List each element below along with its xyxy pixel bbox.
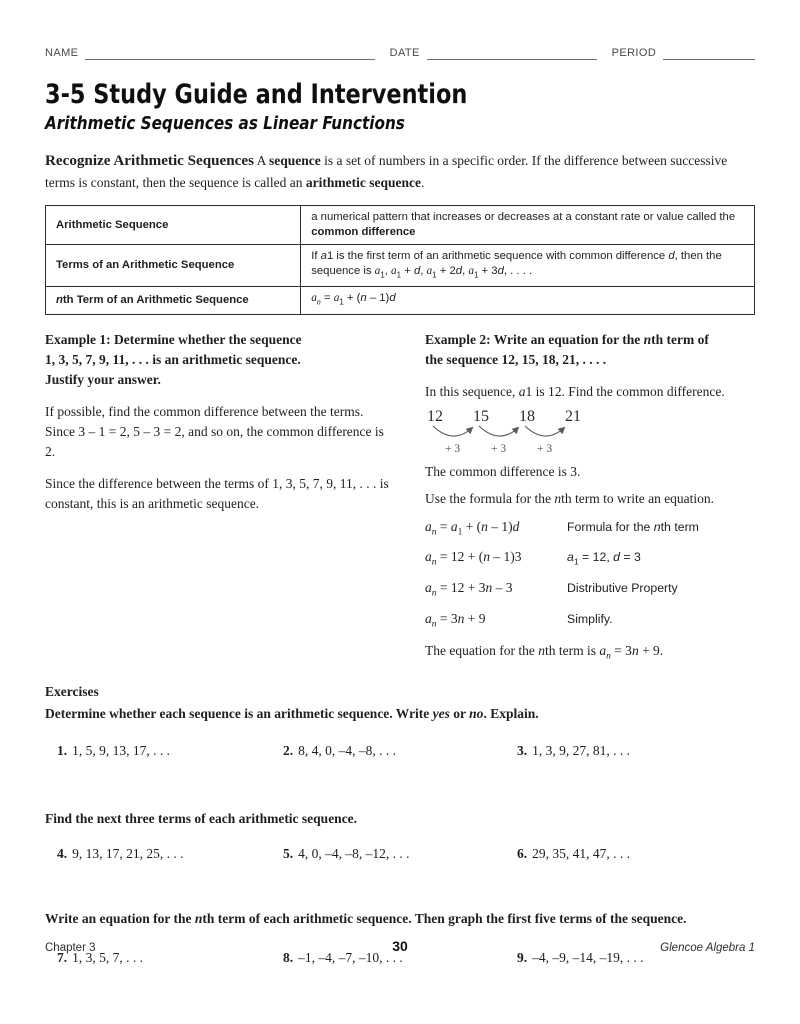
table-term-cell: Terms of an Arithmetic Sequence: [46, 245, 301, 287]
example2-heading: Example 2: Write an equation for the nth term of the sequence 12, 15, 18, 21, . . . .: [425, 331, 709, 367]
page-title: 3-5 Study Guide and Intervention: [45, 79, 468, 110]
exercise-instruction-1: Determine whether each sequence is an arithmetic sequence. Write yes or no. Explain.: [45, 705, 539, 721]
common-difference-diagram: [425, 407, 597, 455]
exercises-section: [45, 682, 755, 968]
example2-intro: In this sequence, a1 is 12. Find the common difference.: [425, 383, 725, 399]
exercise-instruction-2: Find the next three terms of each arithmetic sequence.: [45, 810, 358, 826]
exercise-number: 2.: [283, 742, 294, 758]
exercise-row-1: [45, 741, 755, 761]
equation-note: Formula for the nth term: [567, 519, 699, 534]
footer-book-title: Glencoe Algebra 1: [660, 942, 756, 954]
table-definition-cell: $a_n = a_1 + (n - 1)d$: [301, 287, 755, 314]
exercise-sequence: 1, 5, 9, 13, 17, . . .: [72, 742, 170, 758]
exercise-item-4: [57, 844, 283, 864]
exercise-sequence: 1, 3, 5, 7, . . .: [72, 949, 143, 965]
exercise-number: 7.: [57, 949, 68, 965]
example1-section: [45, 330, 390, 667]
exercise-number: 9.: [517, 949, 528, 965]
exercise-number: 4.: [57, 845, 68, 861]
diagram-step-label: + 3: [537, 442, 553, 455]
example1-heading: Example 1: Determine whether the sequence 1, 3, 5, 7, 9, 11, . . . is an arithmetic sequence. Justify your answer.: [45, 331, 302, 387]
equation-note: Simplify.: [567, 611, 613, 626]
example2-section: [425, 330, 755, 667]
exercise-number: 8.: [283, 949, 294, 965]
diagram-term: 12: [427, 407, 443, 425]
table-row: [46, 245, 755, 287]
intro-paragraph: Recognize Arithmetic Sequences A sequence is a set of numbers in a specific order. If the difference between successive terms is constant, then the sequence is called an arithmetic sequence.: [45, 153, 728, 190]
table-definition-cell: If a1 is the first term of an arithmetic sequence with common difference d, then the sequence is $a_1$, $a_1 + d$, $a_1 + 2d$, $a_1 + 3d$, . . . .: [301, 245, 755, 287]
equation-line: $a_n = 12 + (n - 1)3$: [425, 549, 522, 568]
table-row: [46, 206, 755, 245]
exercise-sequence: 8, 4, 0, –4, –8, . . .: [298, 742, 396, 758]
example1-paragraph-1: If possible, find the common difference between the terms. Since 3 – 1 = 2, 5 – 3 = 2, and so on, the common difference is 2.: [45, 403, 384, 459]
exercise-item-6: [517, 844, 755, 864]
fill-in-header: [45, 0, 755, 60]
exercise-sequence: 1, 3, 9, 27, 81, . . .: [532, 742, 630, 758]
name-label: NAME: [45, 47, 79, 59]
footer-chapter: Chapter 3: [45, 942, 96, 954]
exercise-sequence: 29, 35, 41, 47, . . .: [532, 845, 630, 861]
arc-arrow: [525, 426, 564, 436]
table-row: [46, 287, 755, 314]
equation-line: $a_n = a_1 + (n - 1)d$: [425, 518, 520, 538]
equation-line: $a_n = 12 + 3n - 3$: [425, 579, 513, 599]
common-difference-statement: The common difference is 3.: [425, 463, 581, 479]
exercise-sequence: –1, –4, –7, –10, . . .: [298, 949, 403, 965]
exercise-number: 3.: [517, 742, 528, 758]
date-label: DATE: [389, 47, 420, 59]
exercise-sequence: 4, 0, –4, –8, –12, . . .: [298, 845, 410, 861]
equation-note: $a_1 = 12$, d = 3: [567, 550, 641, 567]
diagram-step-label: + 3: [445, 442, 461, 455]
date-blank-line: [427, 47, 597, 60]
table-term-cell: nth Term of an Arithmetic Sequence: [46, 287, 301, 314]
page-subtitle: Arithmetic Sequences as Linear Functions: [45, 114, 405, 134]
table-definition-cell: a numerical pattern that increases or decreases at a constant rate or value called the common difference: [301, 206, 755, 245]
equation-steps: [425, 517, 755, 635]
example2-conclusion: The equation for the nth term is $a_n = 3n + 9$.: [425, 643, 664, 662]
arc-arrow: [433, 426, 472, 436]
exercise-sequence: 9, 13, 17, 21, 25, . . .: [72, 845, 184, 861]
page-footer: [45, 938, 755, 954]
diagram-term: 21: [565, 407, 581, 425]
name-blank-line: [85, 47, 374, 60]
equation-line: $a_n = 3n + 9$: [425, 610, 486, 630]
formula-instruction: Use the formula for the nth term to write an equation.: [425, 490, 715, 506]
period-label: PERIOD: [611, 47, 657, 59]
footer-page-number: 30: [392, 938, 408, 954]
example1-paragraph-2: Since the difference between the terms of 1, 3, 5, 7, 9, 11, . . . is constant, this is an arithmetic sequence.: [45, 475, 389, 511]
exercise-row-2: [45, 844, 755, 864]
diagram-step-label: + 3: [491, 442, 507, 455]
exercise-item-5: [283, 844, 517, 864]
exercise-instruction-3: Write an equation for the nth term of each arithmetic sequence. Then graph the first five terms of the sequence.: [45, 910, 687, 926]
table-term-cell: Arithmetic Sequence: [46, 206, 301, 245]
exercise-sequence: –4, –9, –14, –19, . . .: [532, 949, 644, 965]
exercise-item-2: [283, 741, 517, 761]
exercise-item-1: [57, 741, 283, 761]
definition-table: [45, 205, 755, 315]
exercise-number: 5.: [283, 845, 294, 861]
arc-arrow: [479, 426, 518, 436]
period-blank-line: [663, 47, 755, 60]
equation-note: Distributive Property: [567, 580, 678, 595]
examples-columns: [45, 330, 755, 667]
diagram-term: 18: [519, 407, 535, 425]
exercises-heading: Exercises: [45, 683, 99, 699]
exercise-item-3: [517, 741, 755, 761]
exercise-number: 6.: [517, 845, 528, 861]
exercise-number: 1.: [57, 742, 68, 758]
diagram-term: 15: [473, 407, 489, 425]
